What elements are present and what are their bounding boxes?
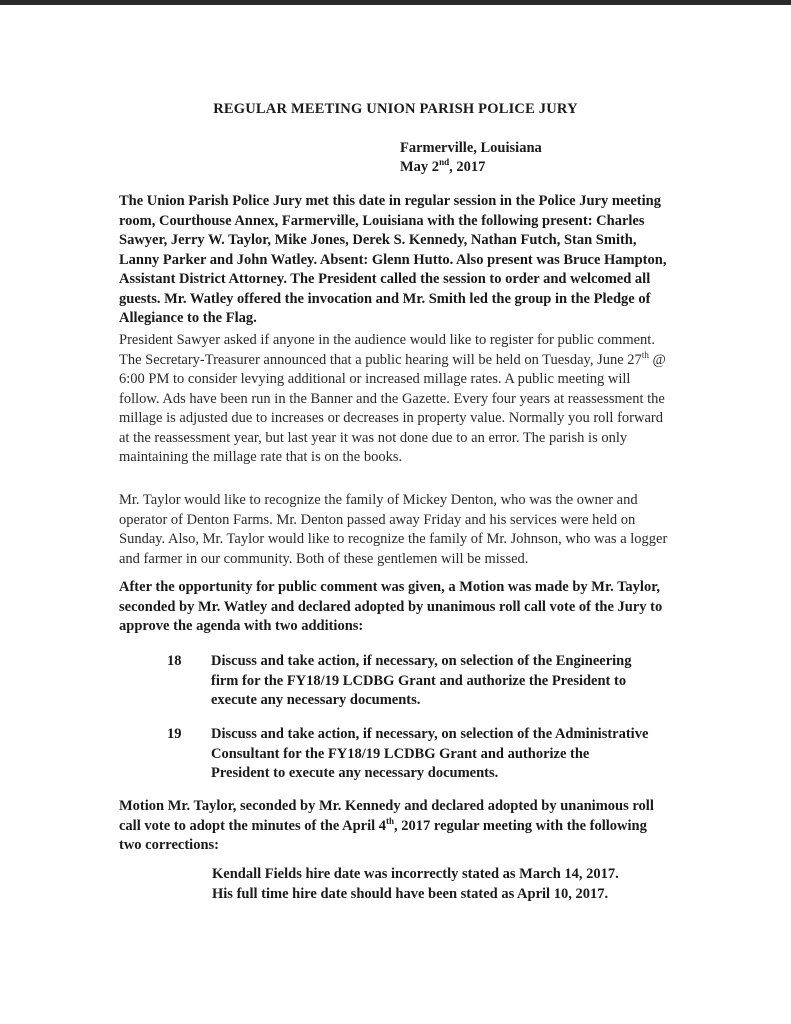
meeting-date-suffix: nd <box>439 157 450 168</box>
public-comment-text-a: President Sawyer asked if anyone in the audience would like to register for public comment. The Secretary-Treasurer announced that a public hearing will be held on Tuesday, June 27 <box>119 332 655 368</box>
correction-line: His full time hire date should have been stated as April 10, 2017. <box>212 885 609 902</box>
correction-line: Kendall Fields hire date was incorrectly stated as March 14, 2017. <box>212 866 619 882</box>
agenda-item-text: Discuss and take action, if necessary, on selection of the Administrative Consultant for the FY18/19 LCDBG Grant and authorize the President to execute any necessary documents. <box>211 726 649 781</box>
attendance-paragraph: The Union Parish Police Jury met this date in regular session in the Police Jury meeting room, Courthouse Annex, Farmerville, Louisiana with the following present: Charles Sawyer, Jerry W. Taylor, Mike Jones, Derek S. Kennedy, Nathan Futch, Stan Smith, Lanny Parker and John Watley. Absent: Glenn Hutto. Also present was Bruce Hampton, Assistant District Attorney. The President called the session to order and welcomed all guests. Mr. Watley offered the invocation and Mr. Smith led the group in the Pledge of Allegiance to the Flag. <box>119 193 667 326</box>
meeting-location-date <box>400 139 542 177</box>
public-comment-text-b: @ 6:00 PM to consider levying additional or increased millage rates. A public meeting will follow. Ads have been run in the Banner and the Gazette. Every four years at reassessment the millage is adjusted due to increases or decreases in property value. Normally you roll forward at the reassessment year, but last year it was not done due to an error. The parish is only maintaining the millage rate that is on the books. <box>119 351 666 465</box>
minutes-motion-text-b: , 2017 regular meeting with the following two corrections: <box>119 817 647 853</box>
meeting-date-year: , 2017 <box>449 159 486 175</box>
minutes-motion-suffix: th <box>386 815 395 826</box>
corrections-block <box>212 865 672 904</box>
public-comment-suffix: th <box>641 349 649 360</box>
document-title: REGULAR MEETING UNION PARISH POLICE JURY <box>213 101 578 117</box>
meeting-date-main: May 2 <box>400 159 440 175</box>
recognition-paragraph: Mr. Taylor would like to recognize the family of Mickey Denton, who was the owner and operator of Denton Farms. Mr. Denton passed away Friday and his services were held on Sunday. Also, Mr. Taylor would like to recognize the family of Mr. Johnson, who was a logger and farmer in our community. Both of these gentlemen will be missed. <box>119 492 668 567</box>
minutes-motion-text-a: Motion Mr. Taylor, seconded by Mr. Kennedy and declared adopted by unanimous roll call vote to adopt the minutes of the April 4 <box>119 798 654 834</box>
public-comment-paragraph <box>119 331 669 468</box>
agenda-item-number: 18 <box>167 653 182 669</box>
meeting-date <box>400 158 542 177</box>
agenda-motion-paragraph: After the opportunity for public comment was given, a Motion was made by Mr. Taylor, seconded by Mr. Watley and declared adopted by unanimous roll call vote of the Jury to approve the agenda with two additions: <box>119 579 663 634</box>
agenda-item-number: 19 <box>167 726 182 742</box>
minutes-motion-paragraph <box>119 797 669 856</box>
meeting-location: Farmerville, Louisiana <box>400 140 542 156</box>
agenda-item-text: Discuss and take action, if necessary, on selection of the Engineering firm for the FY18/19 LCDBG Grant and authorize the President to execute any necessary documents. <box>211 653 632 708</box>
